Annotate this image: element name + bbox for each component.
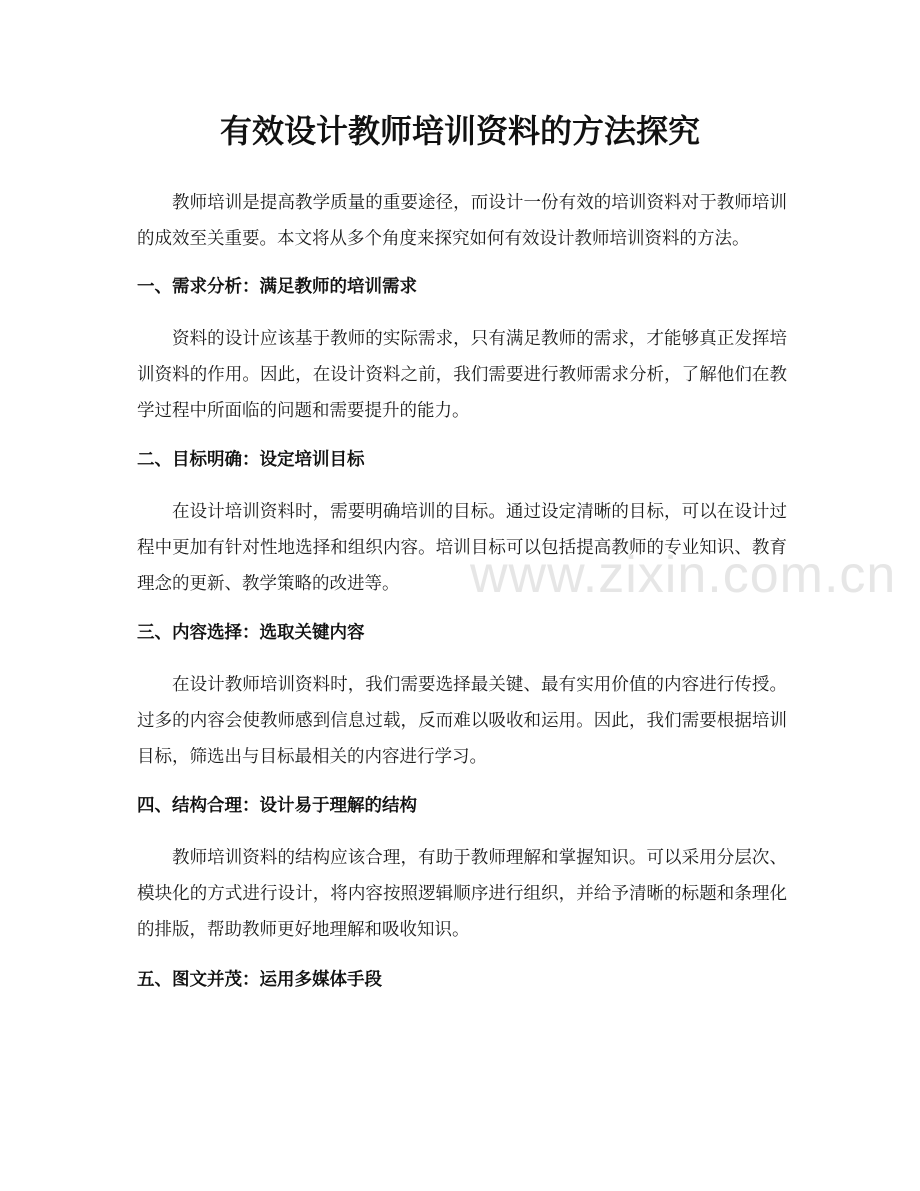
- section-3-heading: 三、内容选择：选取关键内容: [137, 623, 365, 643]
- intro-paragraph: 教师培训是提高教学质量的重要途径，而设计一份有效的培训资料对于教师培训的成效至关重要。本文将从多个角度来探究如何有效设计教师培训资料的方法。: [137, 193, 787, 249]
- section-3-paragraph: 在设计教师培训资料时，我们需要选择最关键、最有实用价值的内容进行传授。过多的内容会使教师感到信息过载，反而难以吸收和运用。因此，我们需要根据培训目标，筛选出与目标最相关的内容进行学习。: [137, 675, 787, 767]
- section-2-paragraph: 在设计培训资料时，需要明确培训的目标。通过设定清晰的目标，可以在设计过程中更加有针对性地选择和组织内容。培训目标可以包括提高教师的专业知识、教育理念的更新、教学策略的改进等。: [137, 502, 787, 594]
- section-2-heading: 二、目标明确：设定培训目标: [137, 450, 365, 470]
- section-4-heading: 四、结构合理：设计易于理解的结构: [137, 796, 417, 816]
- watermark: www.zixin.com.cn: [470, 546, 897, 604]
- section-4-paragraph: 教师培训资料的结构应该合理，有助于教师理解和掌握知识。可以采用分层次、模块化的方式进行设计，将内容按照逻辑顺序进行组织，并给予清晰的标题和条理化的排版，帮助教师更好地理解和吸收知识。: [137, 848, 787, 940]
- section-1-heading: 一、需求分析：满足教师的培训需求: [137, 277, 417, 297]
- section-5-heading: 五、图文并茂：运用多媒体手段: [137, 970, 382, 990]
- document-title: 有效设计教师培训资料的方法探究: [219, 112, 700, 150]
- section-1-paragraph: 资料的设计应该基于教师的实际需求，只有满足教师的需求，才能够真正发挥培训资料的作用。因此，在设计资料之前，我们需要进行教师需求分析，了解他们在教学过程中所面临的问题和需要提升的能力。: [137, 329, 787, 421]
